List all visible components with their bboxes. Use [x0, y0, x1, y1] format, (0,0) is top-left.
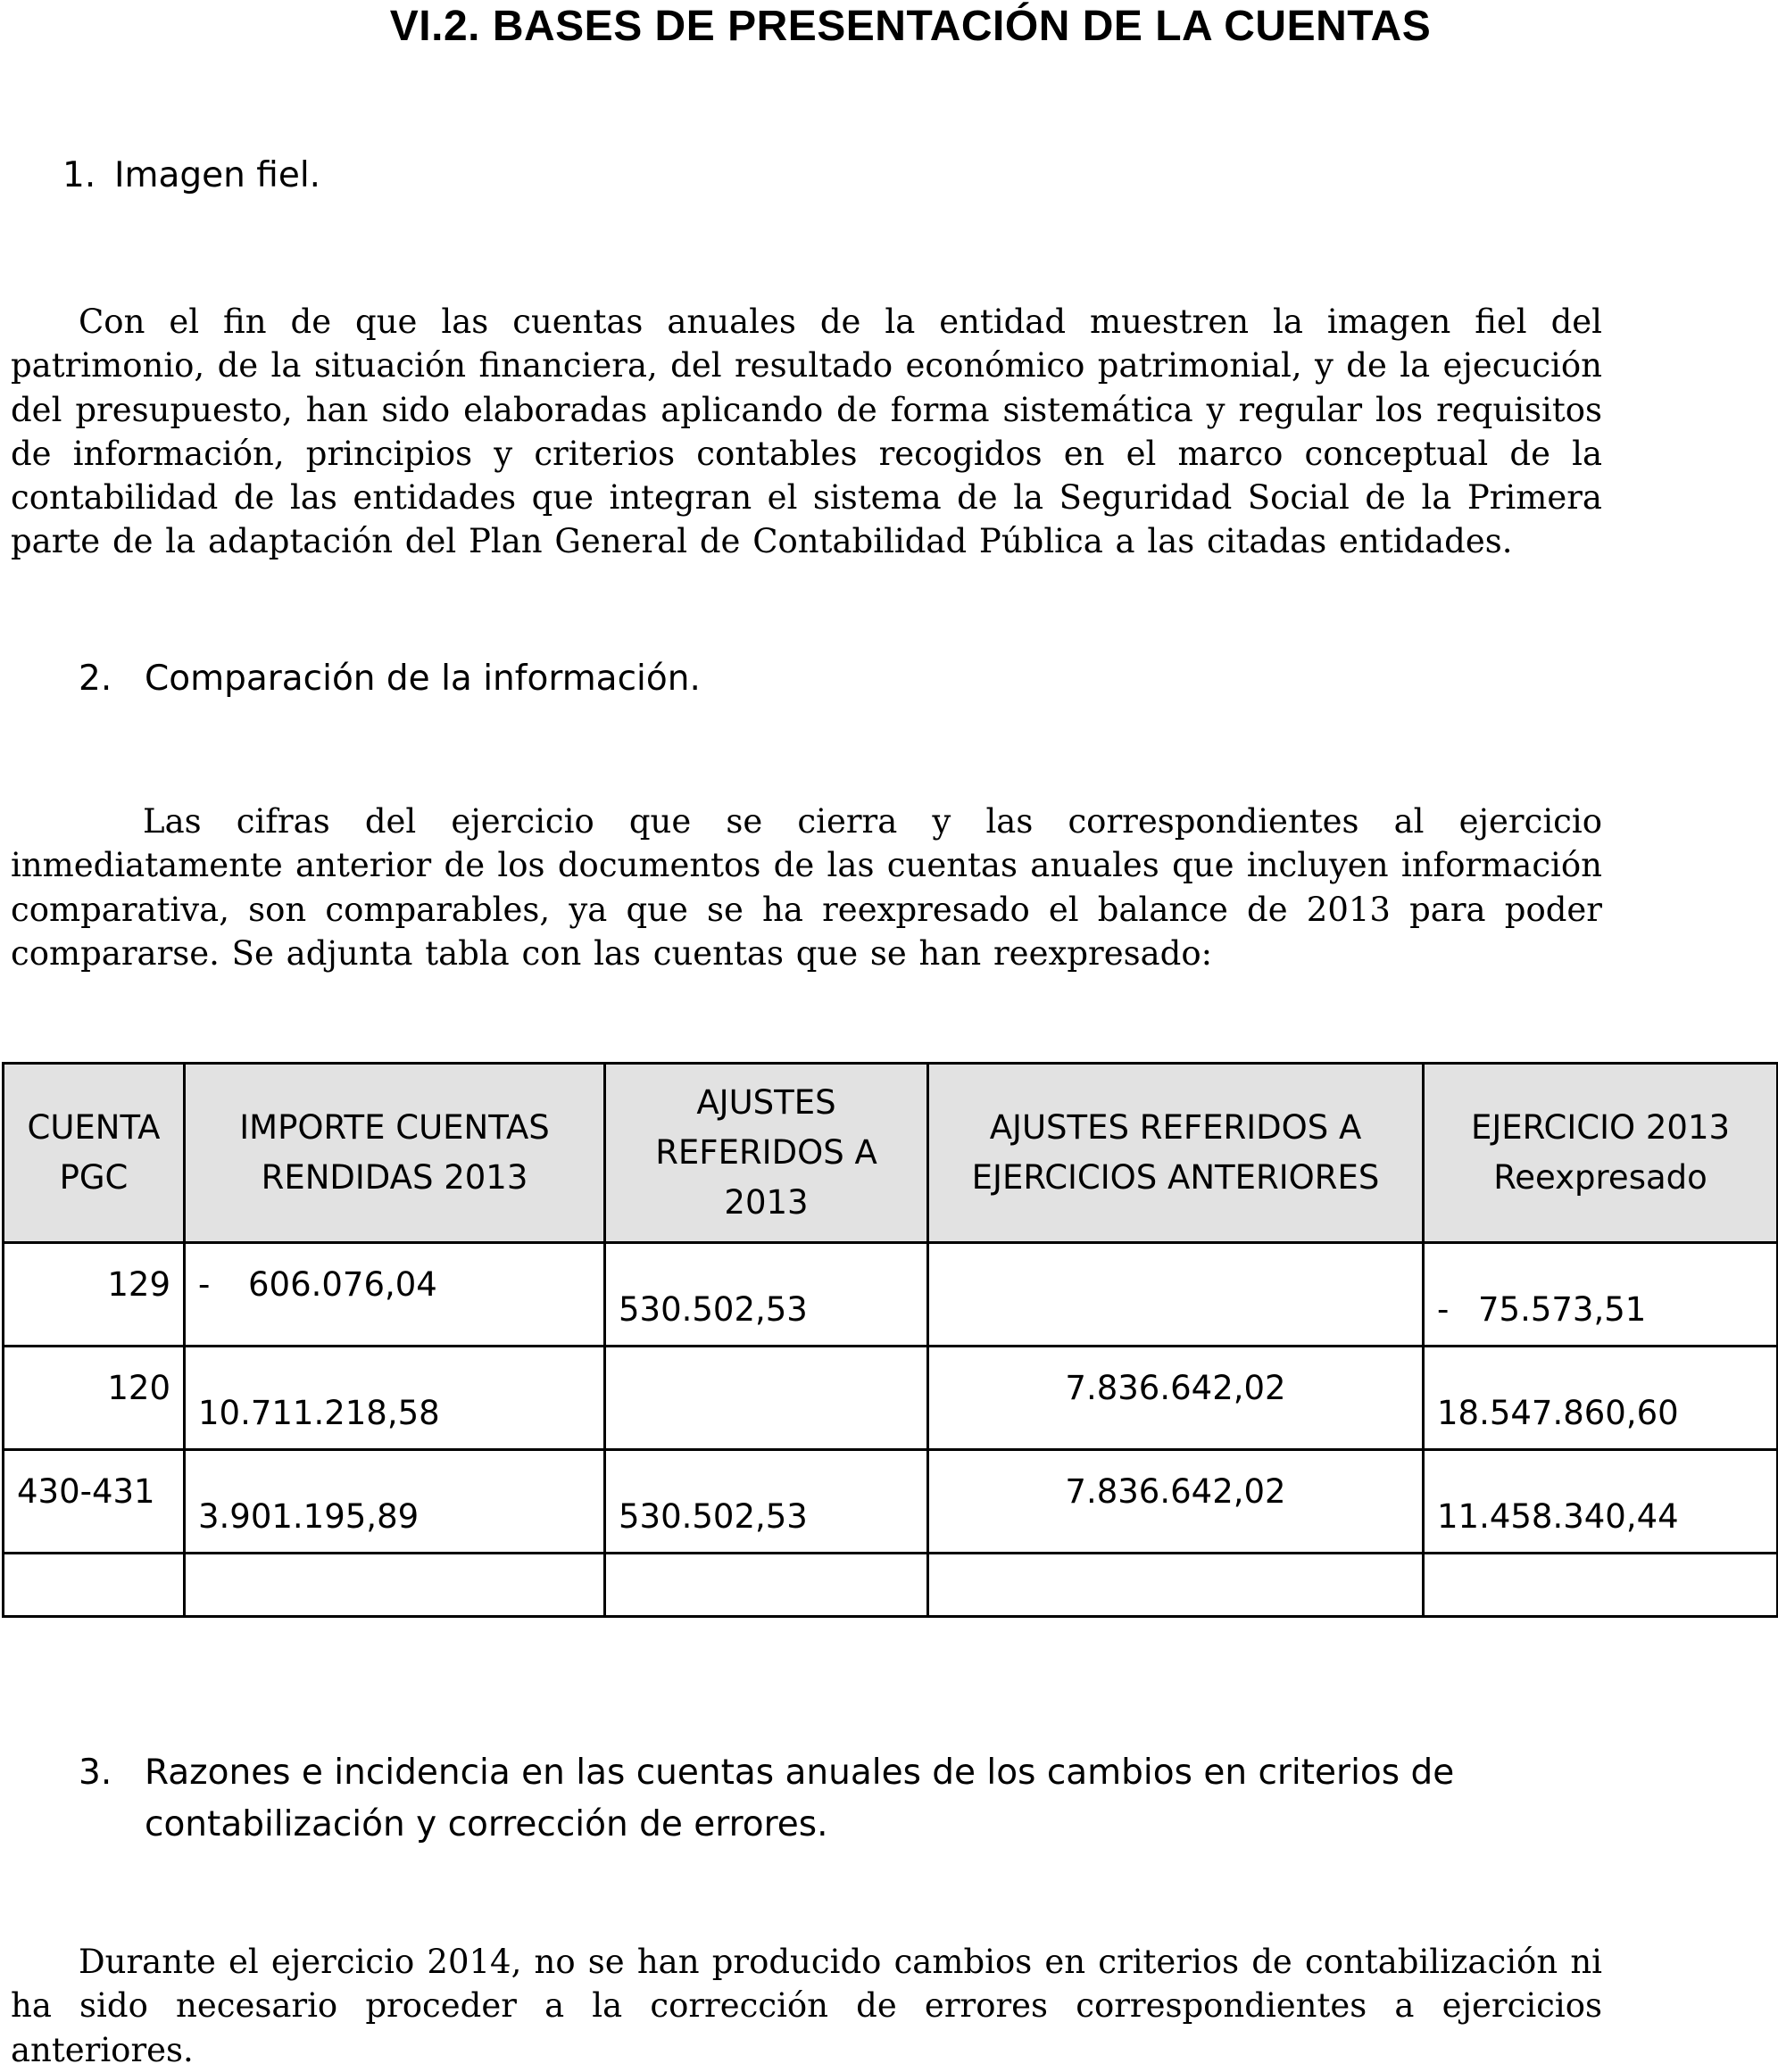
empty-cell: [4, 1554, 185, 1617]
cell-reexpresado: [1424, 1347, 1778, 1450]
section-heading-imagen-fiel: [62, 150, 320, 202]
section-title: Comparación de la información.: [145, 659, 701, 699]
section-number: 3.: [79, 1753, 112, 1793]
cell-importe: [185, 1450, 605, 1554]
amount: 530.502,53: [619, 1290, 808, 1329]
table-row: [4, 1243, 1778, 1347]
empty-cell: [605, 1554, 928, 1617]
cell-ajustes-2013: [605, 1347, 928, 1450]
cell-cuenta: [4, 1450, 185, 1554]
amount: 18.547.860,60: [1437, 1394, 1679, 1432]
header-importe-cuentas: IMPORTE CUENTAS RENDIDAS 2013: [185, 1064, 605, 1243]
cell-reexpresado: [1424, 1450, 1778, 1554]
empty-cell: [1424, 1554, 1778, 1617]
paragraph-cambios-criterios: Durante el ejercicio 2014, no se han producido cambios en criterios de contabilización ni ha sido necesario proceder a la corrección de errores correspondientes a ejercicios anteriores.: [11, 1943, 1602, 2069]
account-code: 120: [107, 1369, 170, 1407]
cell-ajustes-anteriores: [928, 1243, 1424, 1347]
amount: 7.836.642,02: [1065, 1369, 1286, 1407]
amount: 606.076,04: [248, 1265, 437, 1304]
header-ajustes-2013: AJUSTES REFERIDOS A 2013: [605, 1064, 928, 1243]
amount: 3.901.195,89: [198, 1497, 420, 1536]
section-heading-cambios-criterios: [79, 1747, 1507, 1851]
section-title: Razones e incidencia en las cuentas anuales de los cambios en criterios de contabilización y corrección de errores.: [145, 1753, 1455, 1844]
amount: 10.711.218,58: [198, 1394, 440, 1432]
table-header-row: [4, 1064, 1778, 1243]
restatement-table: [2, 1062, 1778, 1618]
section-number: 2.: [79, 659, 112, 699]
account-code: 430-431: [17, 1472, 155, 1511]
cell-reexpresado: [1424, 1243, 1778, 1347]
header-ajustes-anteriores: AJUSTES REFERIDOS A EJERCICIOS ANTERIORES: [928, 1064, 1424, 1243]
section-title: Imagen fiel.: [114, 155, 321, 195]
negative-sign: -: [1437, 1290, 1450, 1329]
cell-ajustes-anteriores: [928, 1450, 1424, 1554]
amount: 7.836.642,02: [1065, 1472, 1286, 1511]
header-ejercicio-reexpresado: EJERCICIO 2013 Reexpresado: [1424, 1064, 1778, 1243]
amount: 11.458.340,44: [1437, 1497, 1679, 1536]
cell-cuenta: [4, 1347, 185, 1450]
cell-ajustes-anteriores: [928, 1347, 1424, 1450]
cell-importe: [185, 1243, 605, 1347]
cell-cuenta: [4, 1243, 185, 1347]
page-title: VI.2. BASES DE PRESENTACIÓN DE LA CUENTAS: [389, 3, 1432, 50]
table-row: [4, 1347, 1778, 1450]
header-cuenta-pgc: CUENTA PGC: [4, 1064, 185, 1243]
empty-cell: [928, 1554, 1424, 1617]
amount: 75.573,51: [1478, 1290, 1647, 1329]
cell-importe: [185, 1347, 605, 1450]
negative-sign: -: [198, 1265, 211, 1304]
section-number: 1.: [62, 155, 96, 195]
table-row-empty: [4, 1554, 1778, 1617]
table-row: [4, 1450, 1778, 1554]
section-heading-comparacion: [79, 653, 701, 705]
cell-ajustes-2013: [605, 1450, 928, 1554]
cell-ajustes-2013: [605, 1243, 928, 1347]
paragraph-comparacion: Las cifras del ejercicio que se cierra y las correspondientes al ejercicio inmediatamente anterior de los documentos de las cuentas anuales que incluyen información comparativa, son comparables, ya que se ha reexpresado el balance de 2013 para poder compararse. Se adjunta tabla con las cuentas que se han reexpresado:: [11, 802, 1602, 973]
empty-cell: [185, 1554, 605, 1617]
amount: 530.502,53: [619, 1497, 808, 1536]
account-code: 129: [107, 1265, 170, 1304]
paragraph-imagen-fiel: Con el fin de que las cuentas anuales de la entidad muestren la imagen fiel del patrimonio, de la situación financiera, del resultado económico patrimonial, y de la ejecución del presupuesto, han sido elaboradas aplicando de forma sistemática y regular los requisitos de información, principios y criterios contables recogidos en el marco conceptual de la contabilidad de las entidades que integran el sistema de la Seguridad Social de la Primera parte de la adaptación del Plan General de Contabilidad Pública a las citadas entidades.: [11, 303, 1602, 561]
